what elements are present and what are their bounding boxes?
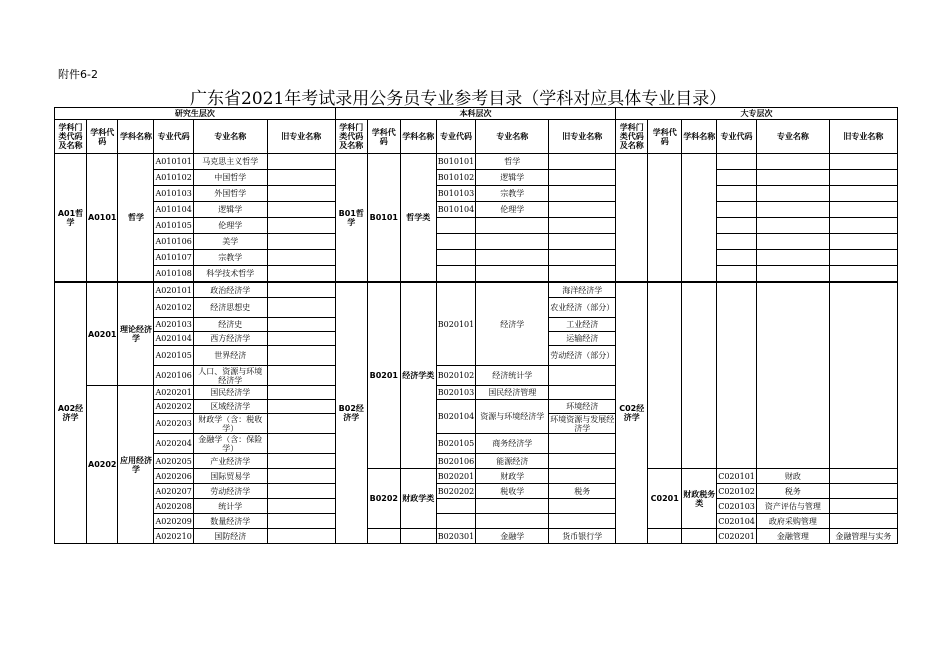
col-header-subj-name: 学科名称 — [682, 120, 717, 154]
col-header-major-code: 专业代码 — [717, 120, 757, 154]
major-code-cell: A020101 — [154, 282, 193, 298]
major-code-cell: A010106 — [154, 234, 193, 250]
major-name-cell: 宗教学 — [193, 250, 267, 266]
old-name-cell — [267, 186, 335, 202]
major-code-cell: B020105 — [436, 434, 475, 454]
major-name-cell: 统计学 — [193, 499, 267, 514]
major-code-cell: C020104 — [717, 514, 757, 529]
major-name-cell: 经济思想史 — [193, 298, 267, 318]
level-header-grad: 研究生层次 — [55, 108, 336, 120]
subject-name-cell: 哲学类 — [400, 154, 436, 283]
subject-code-cell: B0202 — [367, 469, 400, 529]
major-name-cell: 税务 — [756, 484, 829, 499]
major-code-cell: B020103 — [436, 386, 475, 400]
major-name-cell: 外国哲学 — [193, 186, 267, 202]
major-name-cell: 逻辑学 — [193, 202, 267, 218]
old-name-cell — [549, 186, 616, 202]
old-name-cell — [267, 154, 335, 170]
subject-code-cell: C0201 — [648, 469, 682, 529]
col-header-old-name: 旧专业名称 — [549, 120, 616, 154]
major-name-cell: 资源与环境经济学 — [476, 400, 549, 434]
old-name-cell — [829, 154, 897, 170]
category-cell: A01哲学 — [55, 154, 87, 283]
major-name-cell: 宗教学 — [476, 186, 549, 202]
major-code-cell: B010103 — [436, 186, 475, 202]
major-code-cell: B020301 — [436, 529, 475, 544]
old-name-cell: 货币银行学 — [549, 529, 616, 544]
subject-code-cell: A0101 — [87, 154, 118, 283]
col-header-major-name: 专业名称 — [193, 120, 267, 154]
major-name-cell: 财政 — [756, 469, 829, 484]
table-row — [55, 170, 898, 186]
major-name-cell: 金融管理 — [756, 529, 829, 544]
major-code-cell: A010103 — [154, 186, 193, 202]
major-name-cell: 人口、资源与环境经济学 — [193, 366, 267, 386]
major-name-cell — [756, 282, 829, 469]
col-header-major-name: 专业名称 — [756, 120, 829, 154]
subject-code-cell: A0201 — [87, 282, 118, 386]
major-code-cell: A020205 — [154, 454, 193, 469]
major-name-cell: 国防经济 — [193, 529, 267, 544]
major-name-cell — [756, 154, 829, 170]
major-name-cell: 财政学 — [476, 469, 549, 484]
old-name-cell: 工业经济 — [549, 318, 616, 332]
subject-name-cell: 经济学类 — [400, 282, 436, 469]
subject-name-cell: 哲学 — [118, 154, 154, 283]
major-code-cell: B020101 — [436, 282, 475, 366]
table-row — [55, 202, 898, 218]
major-code-cell: A020209 — [154, 514, 193, 529]
major-code-cell: A020105 — [154, 346, 193, 366]
major-code-cell: A010102 — [154, 170, 193, 186]
old-name-cell: 海洋经济学 — [549, 282, 616, 298]
major-code-cell: B010104 — [436, 202, 475, 218]
major-name-cell: 政府采购管理 — [756, 514, 829, 529]
major-name-cell: 数量经济学 — [193, 514, 267, 529]
major-code-cell: C020103 — [717, 499, 757, 514]
major-code-cell: B010101 — [436, 154, 475, 170]
major-name-cell: 区域经济学 — [193, 400, 267, 414]
major-code-cell: A020207 — [154, 484, 193, 499]
col-header-subj-code: 学科代码 — [87, 120, 118, 154]
subject-name-cell: 财政学类 — [400, 469, 436, 529]
table-row — [55, 218, 898, 234]
major-name-cell: 逻辑学 — [476, 170, 549, 186]
major-code-cell: A010107 — [154, 250, 193, 266]
major-code-cell: C020102 — [717, 484, 757, 499]
subject-name-cell: 财政税务类 — [682, 469, 717, 529]
category-cell: A02经济学 — [55, 282, 87, 544]
col-header-subj-code: 学科代码 — [648, 120, 682, 154]
table-row — [55, 499, 898, 514]
old-name-cell — [267, 202, 335, 218]
old-name-cell: 劳动经济（部分） — [549, 346, 616, 366]
attachment-label: 附件6-2 — [58, 68, 98, 81]
table-row — [55, 234, 898, 250]
level-header-college: 大专层次 — [616, 108, 898, 120]
old-name-cell: 运输经济 — [549, 332, 616, 346]
old-name-cell: 税务 — [549, 484, 616, 499]
major-code-cell: B020202 — [436, 484, 475, 499]
col-header-old-name: 旧专业名称 — [267, 120, 335, 154]
table-row — [55, 282, 898, 298]
subject-name-cell: 理论经济学 — [118, 282, 154, 386]
subject-code-cell — [648, 154, 682, 283]
subject-code-cell: A0202 — [87, 386, 118, 544]
major-code-cell: A020106 — [154, 366, 193, 386]
major-name-cell: 伦理学 — [193, 218, 267, 234]
major-name-cell: 中国哲学 — [193, 170, 267, 186]
major-name-cell: 国民经济学 — [193, 386, 267, 400]
major-code-cell: A010108 — [154, 266, 193, 283]
table-row — [55, 529, 898, 544]
subject-code-cell: B0201 — [367, 282, 400, 469]
major-name-cell: 财政学（含：税收学） — [193, 414, 267, 434]
old-name-cell: 金融管理与实务 — [829, 529, 897, 544]
col-header-cat: 学科门类代码及名称 — [616, 120, 648, 154]
col-header-subj-name: 学科名称 — [400, 120, 436, 154]
major-name-cell: 哲学 — [476, 154, 549, 170]
major-name-cell: 金融学 — [476, 529, 549, 544]
major-name-cell: 商务经济学 — [476, 434, 549, 454]
col-header-cat: 学科门类代码及名称 — [55, 120, 87, 154]
major-code-cell: A020210 — [154, 529, 193, 544]
major-name-cell: 伦理学 — [476, 202, 549, 218]
old-name-cell — [829, 282, 897, 469]
major-name-cell: 经济学 — [476, 282, 549, 366]
major-code-cell: A020103 — [154, 318, 193, 332]
col-header-subj-name: 学科名称 — [118, 120, 154, 154]
old-name-cell: 农业经济（部分） — [549, 298, 616, 318]
major-name-cell: 经济史 — [193, 318, 267, 332]
old-name-cell: 环境经济 — [549, 400, 616, 414]
major-code-cell: A020202 — [154, 400, 193, 414]
old-name-cell — [549, 154, 616, 170]
table-row — [55, 266, 898, 283]
major-code-cell: B020201 — [436, 469, 475, 484]
major-code-cell: B010102 — [436, 170, 475, 186]
major-name-cell: 西方经济学 — [193, 332, 267, 346]
category-cell: B02经济学 — [335, 282, 367, 544]
major-name-cell: 税收学 — [476, 484, 549, 499]
major-name-cell: 金融学（含：保险学） — [193, 434, 267, 454]
old-name-cell — [549, 202, 616, 218]
major-name-cell: 资产评估与管理 — [756, 499, 829, 514]
subject-name-cell — [682, 154, 717, 283]
major-code-cell — [717, 282, 757, 469]
major-code-cell: A020206 — [154, 469, 193, 484]
major-code-cell: B020102 — [436, 366, 475, 386]
category-cell: C02经济学 — [616, 282, 648, 544]
category-cell — [616, 154, 648, 283]
table-row — [55, 469, 898, 484]
col-header-subj-code: 学科代码 — [367, 120, 400, 154]
col-header-major-name: 专业名称 — [476, 120, 549, 154]
major-name-cell: 国民经济管理 — [476, 386, 549, 400]
subject-name-cell — [682, 282, 717, 469]
table-row — [55, 250, 898, 266]
major-code-cell: B020106 — [436, 454, 475, 469]
old-name-cell: 环境资源与发展经济学 — [550, 414, 615, 433]
major-name-cell: 科学技术哲学 — [193, 266, 267, 283]
major-name-cell: 能源经济 — [476, 454, 549, 469]
old-name-cell — [267, 170, 335, 186]
major-name-cell: 国际贸易学 — [193, 469, 267, 484]
major-name-cell: 美学 — [193, 234, 267, 250]
major-code-cell: A020104 — [154, 332, 193, 346]
major-name-cell: 产业经济学 — [193, 454, 267, 469]
old-name-cell — [267, 282, 335, 298]
col-header-old-name: 旧专业名称 — [829, 120, 897, 154]
major-code-cell: A020204 — [154, 434, 193, 454]
major-code-cell — [717, 154, 757, 170]
major-code-cell: A010104 — [154, 202, 193, 218]
subject-code-cell: B0101 — [367, 154, 400, 283]
table-row — [55, 154, 898, 170]
major-code-cell: B020104 — [436, 400, 475, 434]
col-header-major-code: 专业代码 — [436, 120, 475, 154]
major-code-cell: A010101 — [154, 154, 193, 170]
subject-code-cell — [648, 282, 682, 469]
category-cell: B01哲学 — [335, 154, 367, 283]
table-row — [55, 514, 898, 529]
subject-name-cell: 应用经济学 — [118, 386, 154, 544]
major-code-cell: C020201 — [717, 529, 757, 544]
col-header-major-code: 专业代码 — [154, 120, 193, 154]
page-title: 广东省2021年考试录用公务员专业参考目录（学科对应具体专业目录） — [190, 89, 727, 109]
table-row — [55, 186, 898, 202]
old-name-cell — [549, 170, 616, 186]
major-code-cell: A020102 — [154, 298, 193, 318]
col-header-cat: 学科门类代码及名称 — [335, 120, 367, 154]
major-code-cell: A010105 — [154, 218, 193, 234]
major-code-cell: A020201 — [154, 386, 193, 400]
major-catalog-table — [54, 107, 898, 544]
major-name-cell: 劳动经济学 — [193, 484, 267, 499]
major-name-cell: 马克思主义哲学 — [193, 154, 267, 170]
major-name-cell: 经济统计学 — [476, 366, 549, 386]
table-row — [55, 484, 898, 499]
major-name-cell: 政治经济学 — [193, 282, 267, 298]
level-header-undergrad: 本科层次 — [335, 108, 615, 120]
major-name-cell: 世界经济 — [193, 346, 267, 366]
major-code-cell: A020203 — [154, 414, 193, 434]
major-code-cell: A020208 — [154, 499, 193, 514]
major-code-cell: C020101 — [717, 469, 757, 484]
